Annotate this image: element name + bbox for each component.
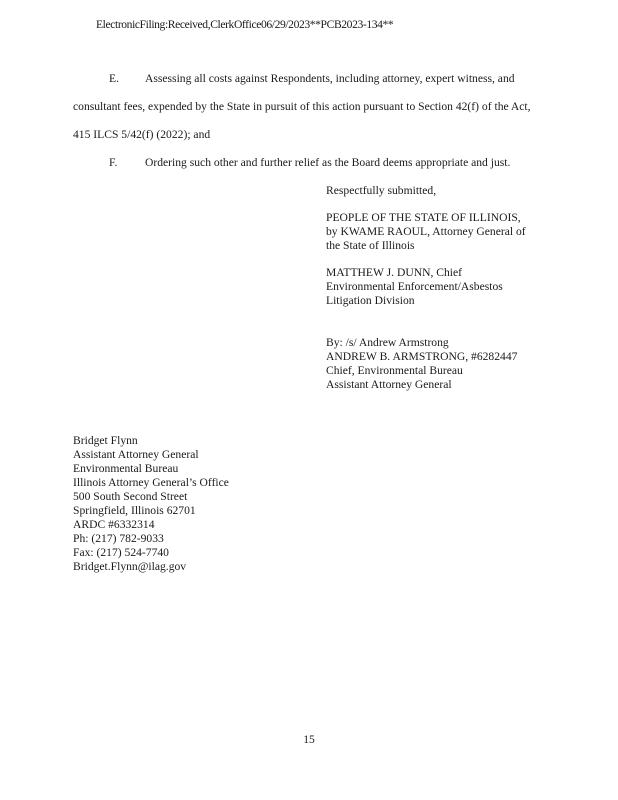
party-line: PEOPLE OF THE STATE OF ILLINOIS, [326, 211, 521, 224]
contact-line: Bridget Flynn [73, 434, 138, 447]
chief-line: MATTHEW J. DUNN, Chief [326, 266, 462, 279]
signer-line: Chief, Environmental Bureau [326, 364, 463, 377]
contact-line: Ph: (217) 782-9033 [73, 532, 164, 545]
signer-line: Assistant Attorney General [326, 378, 452, 391]
chief-line: Litigation Division [326, 294, 415, 307]
closing-line [326, 184, 436, 198]
party-line: by KWAME RAOUL, Attorney General of [326, 225, 526, 238]
contact-line: Environmental Bureau [73, 462, 179, 475]
filing-stamp-header: ElectronicFiling:Received,ClerkOffice06/29/2023**PCB2023-134** [96, 18, 394, 31]
party-line: the State of Illinois [326, 239, 415, 252]
party-block [326, 211, 526, 253]
chief-line: Environmental Enforcement/Asbestos [326, 280, 503, 293]
item-text-line: 415 ILCS 5/42(f) (2022); and [73, 128, 211, 141]
item-letter: E. [109, 72, 119, 85]
signer-line: By: /s/ Andrew Armstrong [326, 336, 449, 349]
page-number: 15 [303, 733, 315, 746]
closing-text: Respectfully submitted, [326, 184, 437, 197]
contact-line: Springfield, Illinois 62701 [73, 504, 196, 517]
contact-line: Fax: (217) 524-7740 [73, 546, 169, 559]
contact-line: ARDC #6332314 [73, 518, 155, 531]
item-letter: F. [109, 156, 118, 169]
contact-line: Assistant Attorney General [73, 448, 199, 461]
contact-email: Bridget.Flynn@ilag.gov [73, 560, 187, 573]
contact-block [73, 434, 229, 574]
contact-line: Illinois Attorney General’s Office [73, 476, 229, 489]
item-text-line: Assessing all costs against Respondents, including attorney, expert witness, and [145, 72, 515, 85]
signer-block [326, 336, 517, 392]
item-text-line: Ordering such other and further relief as the Board deems appropriate and just. [145, 156, 511, 169]
item-text-line: consultant fees, expended by the State in pursuit of this action pursuant to Section 42(f) of the Act, [73, 100, 531, 113]
contact-line: 500 South Second Street [73, 490, 188, 503]
signer-line: ANDREW B. ARMSTRONG, #6282447 [326, 350, 518, 363]
chief-block [326, 266, 503, 308]
